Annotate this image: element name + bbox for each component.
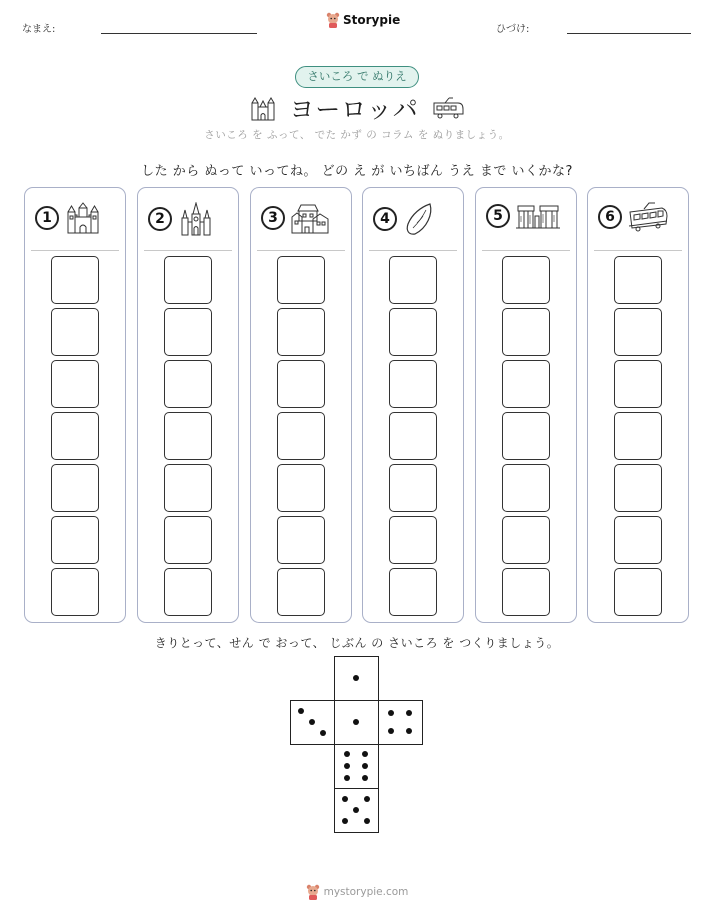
die-pips	[335, 745, 377, 787]
die-pips	[335, 657, 377, 699]
color-box[interactable]	[614, 516, 662, 564]
die-face-lower	[334, 744, 379, 789]
color-box[interactable]	[277, 360, 325, 408]
date-label: ひづけ:	[496, 24, 530, 35]
color-box[interactable]	[277, 464, 325, 512]
color-box[interactable]	[389, 360, 437, 408]
color-box[interactable]	[164, 360, 212, 408]
color-box[interactable]	[164, 464, 212, 512]
color-box[interactable]	[164, 516, 212, 564]
die-face-center	[334, 700, 379, 745]
die-pips	[335, 789, 377, 831]
die-pips	[335, 701, 377, 743]
column-number: 5	[486, 204, 510, 228]
tram-icon	[628, 202, 668, 232]
brand-logo	[326, 12, 400, 28]
castle-icon	[249, 95, 277, 121]
die-pips	[379, 701, 421, 743]
color-box[interactable]	[277, 256, 325, 304]
color-box[interactable]	[164, 308, 212, 356]
color-box[interactable]	[51, 412, 99, 460]
color-box[interactable]	[164, 568, 212, 616]
footer	[0, 884, 714, 900]
color-box[interactable]	[51, 464, 99, 512]
color-box[interactable]	[389, 568, 437, 616]
column-number: 6	[598, 205, 622, 229]
stonehenge-icon	[516, 202, 560, 230]
color-box[interactable]	[51, 256, 99, 304]
color-box[interactable]	[614, 464, 662, 512]
die-face-bottom	[334, 788, 379, 833]
castle-icon	[65, 202, 101, 234]
die-pips	[291, 701, 333, 743]
color-box[interactable]	[502, 308, 550, 356]
color-box[interactable]	[389, 412, 437, 460]
column-divider	[31, 250, 119, 251]
color-box[interactable]	[277, 568, 325, 616]
color-box[interactable]	[502, 412, 550, 460]
color-box[interactable]	[614, 256, 662, 304]
cathedral-icon	[178, 202, 214, 236]
color-box[interactable]	[164, 256, 212, 304]
color-box[interactable]	[614, 360, 662, 408]
color-box[interactable]	[277, 412, 325, 460]
color-box[interactable]	[502, 464, 550, 512]
column-6	[587, 187, 689, 623]
color-box[interactable]	[502, 256, 550, 304]
color-box[interactable]	[614, 568, 662, 616]
color-box[interactable]	[502, 516, 550, 564]
instruction-text: した から ぬって いってね。 どの え が いちばん うえ まで いくかな?	[141, 164, 573, 179]
color-box[interactable]	[614, 308, 662, 356]
bear-icon	[306, 884, 320, 900]
color-box[interactable]	[51, 516, 99, 564]
column-3	[250, 187, 352, 623]
subtitle: さいころ を ふって、 でた かず の コラム を ぬりましょう。	[204, 129, 510, 141]
column-1	[24, 187, 126, 623]
date-line	[567, 33, 691, 34]
almond-icon	[403, 202, 437, 236]
activity-badge: さいころ で ぬりえ	[295, 66, 419, 88]
column-2	[137, 187, 239, 623]
footer-url[interactable]: mystorypie.com	[323, 886, 409, 898]
color-box[interactable]	[389, 256, 437, 304]
column-number: 4	[373, 207, 397, 231]
color-box[interactable]	[502, 568, 550, 616]
column-number: 2	[148, 207, 172, 231]
column-divider	[369, 250, 457, 251]
color-box[interactable]	[389, 516, 437, 564]
column-4	[362, 187, 464, 623]
color-box[interactable]	[614, 412, 662, 460]
bear-icon	[326, 12, 340, 28]
name-line	[101, 33, 257, 34]
column-5	[475, 187, 577, 623]
brand-name: Storypie	[343, 13, 401, 27]
color-box[interactable]	[164, 412, 212, 460]
column-number: 3	[261, 206, 285, 230]
color-box[interactable]	[51, 308, 99, 356]
color-box[interactable]	[51, 568, 99, 616]
cut-instruction: きりとって、せん で おって、 じぶん の さいころ を つくりましょう。	[154, 636, 560, 650]
page-title: ヨーロッパ	[289, 95, 419, 124]
column-divider	[144, 250, 232, 251]
color-box[interactable]	[502, 360, 550, 408]
color-box[interactable]	[389, 464, 437, 512]
die-face-left	[290, 700, 335, 745]
tram-icon	[431, 97, 465, 119]
village-houses-icon	[291, 202, 329, 234]
die-face-top	[334, 656, 379, 701]
die-face-right	[378, 700, 423, 745]
color-box[interactable]	[389, 308, 437, 356]
column-divider	[482, 250, 570, 251]
column-number: 1	[35, 206, 59, 230]
name-label: なまえ:	[22, 24, 56, 35]
color-box[interactable]	[277, 308, 325, 356]
column-divider	[594, 250, 682, 251]
color-box[interactable]	[277, 516, 325, 564]
title-row	[0, 90, 714, 126]
color-box[interactable]	[51, 360, 99, 408]
column-divider	[257, 250, 345, 251]
